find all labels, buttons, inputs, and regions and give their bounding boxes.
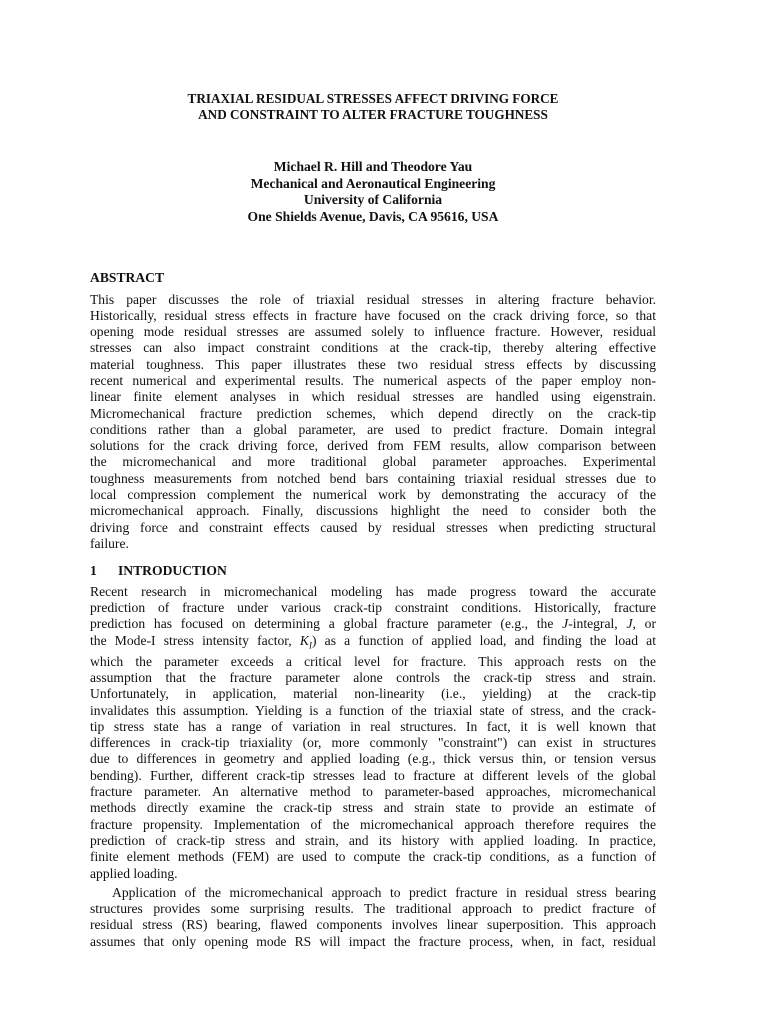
section-heading-introduction xyxy=(90,563,656,580)
text-line: methods directly examine the crack-tip stress and strain state to provide an estimate of xyxy=(90,800,656,816)
text-line: prediction of fracture under various crack-tip constraint conditions. Historically, fracture xyxy=(90,600,656,616)
text-line: micromechanical approach. Finally, discussions highlight the need to consider both the xyxy=(90,503,656,519)
text-line: Application of the micromechanical approach to predict fracture in residual stress bearing xyxy=(112,884,656,900)
author-university: University of California xyxy=(303,192,443,207)
text-line: residual stress (RS) bearing, flawed components involves linear superposition. This approach xyxy=(90,917,656,933)
text-line: Historically, residual stress effects in fracture have focused on the crack driving force, so that xyxy=(90,307,656,323)
text-line: stresses can also impact constraint conditions at the crack-tip, thereby altering effective xyxy=(90,340,656,356)
text-line: fracture propensity. Implementation of the micromechanical approach therefore requires the xyxy=(90,816,656,832)
text-line: applied loading. xyxy=(90,865,178,881)
page-content xyxy=(90,91,656,950)
intro-paragraph-1 xyxy=(90,584,656,882)
text-line: tip stress state has a range of variation in real structures. In fact, it is well known that xyxy=(90,718,656,734)
text-line: Unfortunately, in application, material non-linearity (i.e., yielding) at the crack-tip xyxy=(90,686,656,702)
text-line: bending). Further, different crack-tip stresses lead to fracture at different levels of the global xyxy=(90,767,656,783)
text-line: finite element methods (FEM) are used to compute the crack-tip conditions, as a function of xyxy=(90,849,656,865)
author-address: One Shields Avenue, Davis, CA 95616, USA xyxy=(247,208,499,224)
text-line: toughness measurements from notched bend bars containing triaxial residual stresses due to xyxy=(90,470,656,486)
text-line: Micromechanical fracture prediction schemes, which depend directly on the crack-tip xyxy=(90,405,656,421)
text-line: material toughness. This paper illustrates these two residual stress effects by discussing xyxy=(90,356,656,372)
author-block xyxy=(90,159,656,225)
text-line: differences in crack-tip triaxiality (or, more commonly "constraint") can exist in structures xyxy=(90,735,656,751)
text-line: linear finite element analyses in which residual stresses are handled using eigenstrain. xyxy=(90,389,656,405)
abstract-heading: ABSTRACT xyxy=(90,270,165,285)
text-line: failure. xyxy=(90,535,129,551)
text-line: conditions rather than a global parameter, are used to predict fracture. Domain integral xyxy=(90,421,656,437)
text-line: which the parameter exceeds a critical level for fracture. This approach rests on the xyxy=(90,653,656,669)
text-line: Recent research in micromechanical modeling has made progress toward the accurate xyxy=(90,583,656,599)
section-title: INTRODUCTION xyxy=(118,563,227,579)
title-line: TRIAXIAL RESIDUAL STRESSES AFFECT DRIVING FORCE xyxy=(187,91,559,106)
text-line: the micromechanical and more traditional global parameter approaches. Experimental xyxy=(90,454,656,470)
section-number: 1 xyxy=(90,563,97,579)
text-line: solutions for the crack driving force, derived from FEM results, allow comparison between xyxy=(90,438,656,454)
author-names: Michael R. Hill and Theodore Yau xyxy=(273,159,473,174)
text-line: due to differences in geometry and applied loading (e.g., thick versus thin, or tension versus xyxy=(90,751,656,767)
title-line: AND CONSTRAINT TO ALTER FRACTURE TOUGHNESS xyxy=(198,107,548,122)
text-line: invalidates this assumption. Yielding is a function of the triaxial state of stress, and the crack- xyxy=(90,702,656,718)
text-line: assumes that only opening mode RS will impact the fracture process, when, in fact, residual xyxy=(90,933,656,949)
text-line: recent numerical and experimental results. The numerical aspects of the paper employ non- xyxy=(90,372,656,388)
text-line: fracture parameter. An alternative method to parameter-based approaches, micromechanical xyxy=(90,784,656,800)
text-line: prediction has focused on determining a global fracture parameter (e.g., the J-integral, J, or xyxy=(90,616,657,632)
text-line: This paper discusses the role of triaxial residual stresses in altering fracture behavior. xyxy=(90,291,656,307)
intro-paragraph-2 xyxy=(90,885,656,950)
text-line: the Mode-I stress intensity factor, $K_I$) as a function of applied load, and finding the load at xyxy=(90,632,656,651)
text-line: opening mode residual stresses are assumed solely to influence fracture. However, residual xyxy=(90,324,656,340)
paper-title xyxy=(90,91,656,123)
author-department: Mechanical and Aeronautical Engineering xyxy=(250,175,496,191)
text-line: driving force and constraint effects caused by residual stresses when predicting structural xyxy=(90,519,656,535)
text-line: local compression complement the numerical work by demonstrating the accuracy of the xyxy=(90,487,656,503)
abstract-paragraph xyxy=(90,292,656,553)
text-line: structures provides some surprising results. The traditional approach to predict fracture of xyxy=(90,901,656,917)
text-line: prediction of crack-tip stress and strain, and its history with applied loading. In practice, xyxy=(90,832,656,848)
text-line: assumption that the fracture parameter alone controls the crack-tip stress and strain. xyxy=(90,669,656,685)
